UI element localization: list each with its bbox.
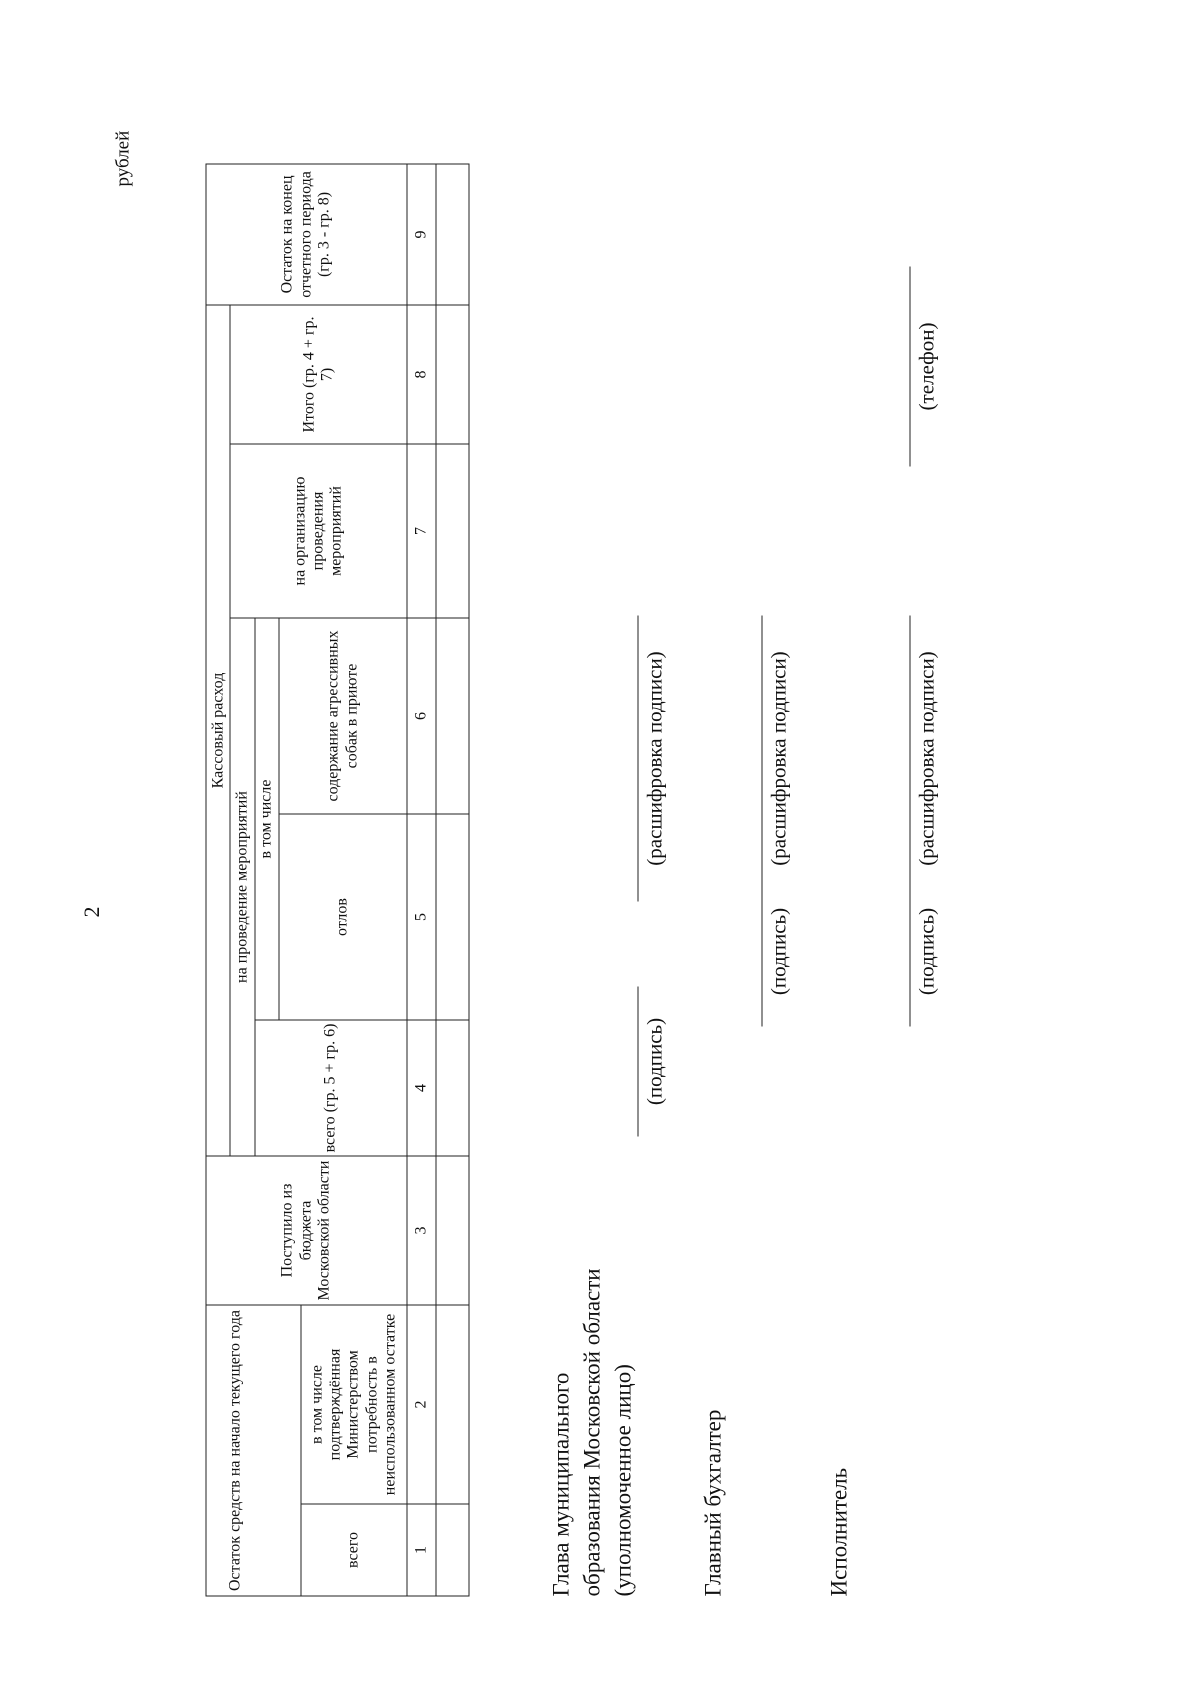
- column-number: 9: [407, 164, 436, 305]
- column-numbers-row: [407, 164, 436, 1596]
- column-number: 7: [407, 444, 436, 618]
- page-number: 2: [79, 906, 104, 918]
- data-cell[interactable]: [436, 305, 469, 444]
- name-line[interactable]: (расшифровка подписи): [910, 616, 940, 902]
- report-table: [206, 163, 470, 1596]
- data-cell[interactable]: [436, 1020, 469, 1156]
- phone-line[interactable]: (телефон): [910, 267, 940, 467]
- data-cell[interactable]: [436, 1504, 469, 1596]
- signature-role: Исполнитель: [826, 1467, 852, 1597]
- column-number: 8: [407, 305, 436, 444]
- column-number: 2: [407, 1305, 436, 1504]
- header-balance-end: Остаток на конец отчетного периода (гр. 3 - гр. 8): [206, 164, 407, 305]
- header-cash-expense: Кассовый расход: [206, 305, 230, 1156]
- name-line[interactable]: (расшифровка подписи): [638, 616, 668, 902]
- data-cell[interactable]: [436, 444, 469, 618]
- signature-role: Глава муниципального образования Московской области (уполномоченное лицо): [548, 1268, 636, 1597]
- column-number: 3: [407, 1156, 436, 1305]
- column-number: 1: [407, 1504, 436, 1596]
- signature-row-accountant: [696, 165, 820, 1597]
- signature-row-executor: [820, 165, 940, 1597]
- header-balance-confirmed: в том числе подтверждённая Министерством потребность в неиспользованном остатке: [301, 1305, 406, 1504]
- data-cell[interactable]: [436, 814, 469, 1020]
- header-keeping: содержание агрессивных собак в приюте: [279, 618, 407, 814]
- header-balance-total: всего: [301, 1504, 406, 1596]
- header-total: Итого (гр. 4 + гр. 7): [230, 305, 406, 444]
- header-organization: на организацию проведения мероприятий: [230, 444, 406, 618]
- signature-row-head: [546, 165, 696, 1597]
- empty-data-row: [436, 164, 469, 1596]
- header-events-total: всего (гр. 5 + гр. 6): [255, 1020, 407, 1156]
- column-number: 5: [407, 814, 436, 1020]
- rotated-form: [1, 0, 1200, 1697]
- units-label: рублей: [112, 130, 134, 187]
- header-capture: отлов: [279, 814, 407, 1020]
- header-events: на проведение мероприятий: [230, 618, 254, 1156]
- signature-role: Главный бухгалтер: [700, 1409, 726, 1597]
- header-received: Поступило из бюджета Московской области: [206, 1156, 407, 1305]
- signature-block: [546, 165, 940, 1597]
- column-number: 6: [407, 618, 436, 814]
- data-cell[interactable]: [436, 164, 469, 305]
- signature-line[interactable]: (подпись): [910, 877, 940, 1027]
- data-cell[interactable]: [436, 1305, 469, 1504]
- header-including: в том числе: [255, 618, 279, 1020]
- name-line[interactable]: (расшифровка подписи): [762, 616, 792, 902]
- data-cell[interactable]: [436, 618, 469, 814]
- column-number: 4: [407, 1020, 436, 1156]
- signature-line[interactable]: (подпись): [762, 877, 792, 1027]
- header-balance-start: Остаток средств на начало текущего года: [206, 1305, 301, 1596]
- data-cell[interactable]: [436, 1156, 469, 1305]
- signature-line[interactable]: (подпись): [638, 987, 668, 1137]
